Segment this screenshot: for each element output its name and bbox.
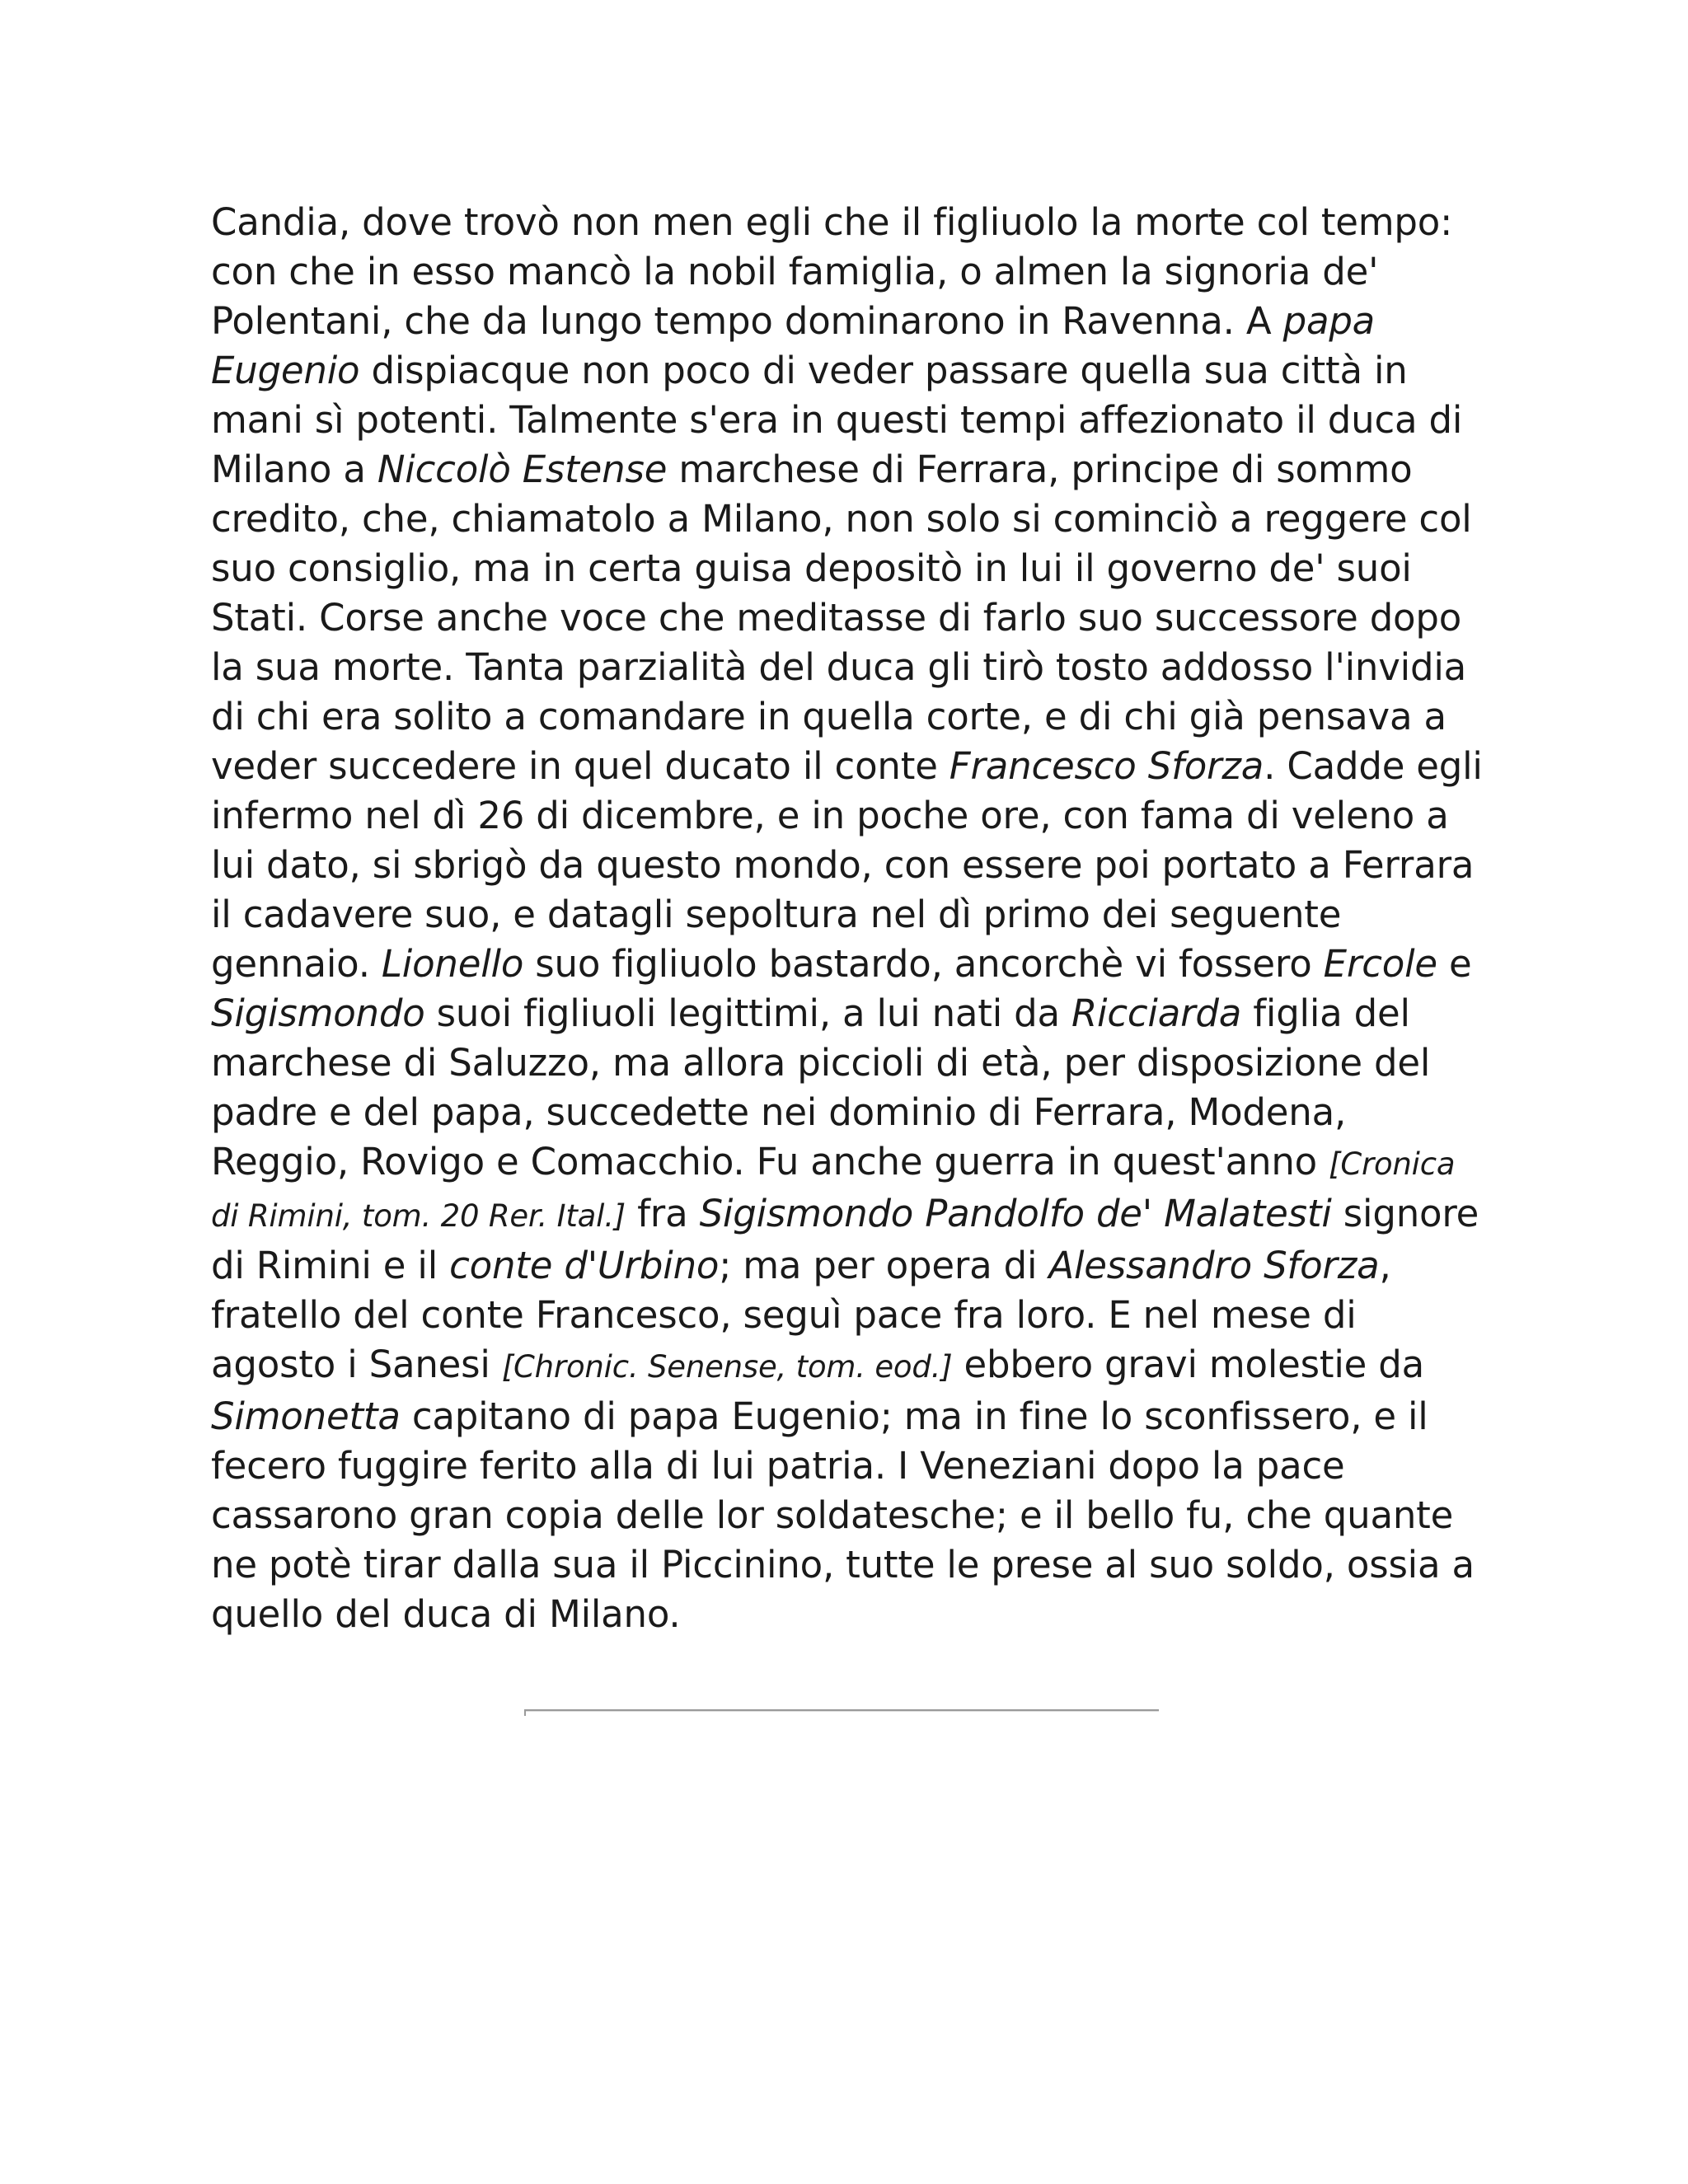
text-run: credito, che, chiamatolo a Milano, non solo si cominciò a reggere col: [211, 497, 1472, 541]
text-run: Stati. Corse anche voce che meditasse di farlo suo successore dopo: [211, 596, 1462, 640]
text-run: ebbero gravi molestie da: [952, 1343, 1424, 1386]
text-run: dispiacque non poco di veder passare quella sua città in: [359, 349, 1408, 392]
text-run: lui dato, si sbrigò da questo mondo, con essere poi portato a Ferrara: [211, 843, 1475, 887]
text-line: [211, 841, 1497, 890]
italic-name: Niccolò Estense: [377, 448, 668, 491]
text-line: [211, 297, 1497, 346]
text-line: [211, 1291, 1497, 1340]
text-line: [211, 940, 1497, 989]
italic-name: conte d'Urbino: [449, 1244, 720, 1287]
text-run: suo consiglio, ma in certa guisa depositò in lui il governo de' suoi: [211, 546, 1412, 590]
text-run: il cadavere suo, e datagli sepoltura nel dì primo dei seguente: [211, 893, 1342, 936]
text-run: Polentani, che da lungo tempo dominarono in Ravenna. A: [211, 299, 1283, 343]
italic-name: Ricciarda: [1071, 991, 1242, 1035]
text-run: infermo nel dì 26 di dicembre, e in poche ore, con fama di veleno a: [211, 794, 1449, 837]
text-line: [211, 396, 1497, 445]
text-run: fra: [626, 1192, 700, 1235]
text-line: [211, 890, 1497, 940]
text-line: [211, 1392, 1497, 1441]
text-line: [211, 247, 1497, 297]
text-run: ; ma per opera di: [719, 1244, 1049, 1287]
text-line: [211, 1590, 1497, 1639]
text-run: suoi figliuoli legittimi, a lui nati da: [424, 991, 1071, 1035]
text-run: gennaio.: [211, 942, 382, 986]
text-line: [211, 1340, 1497, 1392]
text-run: Reggio, Rovigo e Comacchio. Fu anche guerra in quest'anno: [211, 1140, 1329, 1183]
text-run: fratello del conte Francesco, seguì pace fra loro. E nel mese di: [211, 1293, 1357, 1337]
text-run: figlia del: [1241, 991, 1410, 1035]
text-run: di chi era solito a comandare in quella corte, e di chi già pensava a: [211, 695, 1447, 738]
text-run: e: [1437, 942, 1472, 986]
text-run: Milano a: [211, 448, 377, 491]
text-line: [211, 1241, 1497, 1291]
text-run: Candia, dove trovò non men egli che il figliuolo la morte col tempo:: [211, 200, 1453, 244]
text-line: [211, 593, 1497, 643]
text-run: suo figliuolo bastardo, ancorchè vi fossero: [523, 942, 1324, 986]
text-line: [211, 742, 1497, 791]
italic-name: Francesco Sforza: [949, 744, 1264, 788]
italic-name: Ercole: [1323, 942, 1437, 986]
text-run: marchese di Ferrara, principe di sommo: [667, 448, 1413, 491]
text-run: padre e del papa, succedette nei dominio di Ferrara, Modena,: [211, 1090, 1347, 1134]
text-run: cassarono gran copia delle lor soldatesche; e il bello fu, che quante: [211, 1493, 1454, 1537]
italic-name: Sigismondo Pandolfo de' Malatesti: [699, 1192, 1332, 1235]
text-run: veder succedere in quel ducato il conte: [211, 744, 950, 788]
italic-name: Sigismondo: [211, 991, 425, 1035]
text-run: ne potè tirar dalla sua il Piccinino, tutte le prese al suo soldo, ossia a: [211, 1543, 1475, 1586]
text-run: marchese di Saluzzo, ma allora piccioli di età, per disposizione del: [211, 1041, 1431, 1085]
text-line: [211, 1491, 1497, 1540]
text-line: [211, 198, 1497, 247]
citation: di Rimini, tom. 20 Rer. Ital.]: [211, 1198, 626, 1234]
text-line: [211, 1441, 1497, 1491]
italic-name: papa: [1282, 299, 1376, 343]
italic-name: Lionello: [381, 942, 524, 986]
text-line: [211, 1189, 1497, 1241]
text-run: la sua morte. Tanta parzialità del duca gli tirò tosto addosso l'invidia: [211, 645, 1467, 689]
text-run: signore: [1331, 1192, 1479, 1235]
italic-name: Alessandro Sforza: [1048, 1244, 1380, 1287]
citation: [Cronica: [1329, 1146, 1456, 1182]
text-line: [211, 643, 1497, 692]
text-line: [211, 1038, 1497, 1088]
body-paragraph: [211, 198, 1497, 1639]
text-line: [211, 494, 1497, 544]
text-line: [211, 445, 1497, 494]
text-run: ,: [1379, 1244, 1391, 1287]
text-run: quello del duca di Milano.: [211, 1592, 681, 1636]
text-line: [211, 692, 1497, 742]
text-run: fecero fuggire ferito alla di lui patria. I Veneziani dopo la pace: [211, 1444, 1345, 1488]
text-line: [211, 1088, 1497, 1137]
text-line: [211, 346, 1497, 396]
text-line: [211, 1137, 1497, 1189]
text-run: di Rimini e il: [211, 1244, 450, 1287]
italic-name: Eugenio: [211, 349, 360, 392]
italic-name: Simonetta: [211, 1394, 401, 1438]
text-line: [211, 989, 1497, 1038]
text-run: mani sì potenti. Talmente s'era in questi tempi affezionato il duca di: [211, 398, 1463, 442]
text-run: . Cadde egli: [1264, 744, 1483, 788]
text-line: [211, 791, 1497, 841]
text-run: agosto i Sanesi: [211, 1343, 502, 1386]
text-run: con che in esso mancò la nobil famiglia, o almen la signoria de': [211, 250, 1379, 293]
text-line: [211, 1540, 1497, 1590]
horizontal-rule: [524, 1709, 1159, 1712]
text-run: capitano di papa Eugenio; ma in fine lo sconfissero, e il: [400, 1394, 1428, 1438]
citation: [Chronic. Senense, tom. eod.]: [501, 1349, 953, 1385]
text-line: [211, 544, 1497, 593]
